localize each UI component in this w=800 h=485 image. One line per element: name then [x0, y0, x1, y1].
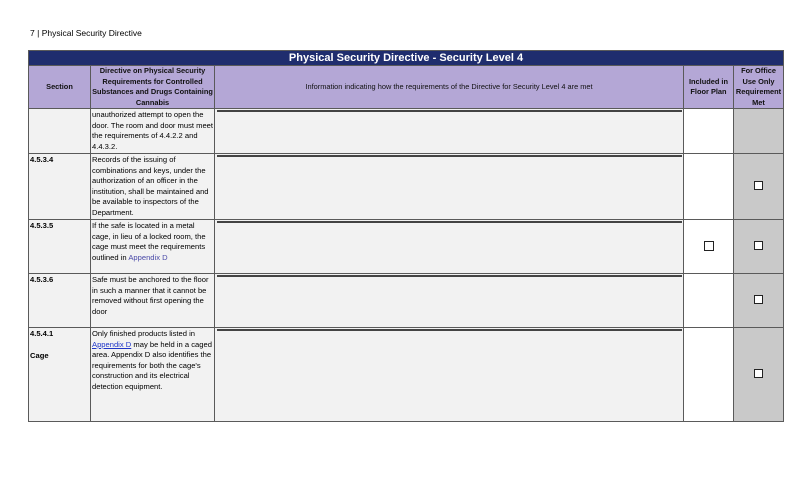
- floor-plan-cell: [684, 328, 734, 422]
- info-input-box[interactable]: [217, 221, 682, 223]
- table-row: [29, 109, 784, 154]
- info-input-box[interactable]: [217, 155, 682, 157]
- floor-plan-checkbox-icon[interactable]: [704, 241, 714, 251]
- info-cell: [215, 109, 684, 154]
- directive-cell: [91, 220, 215, 274]
- directive-cell: unauthorized attempt to open the door. The room and door must meet the requirements of 4.4.2.2 and 4.4.3.2.: [91, 109, 215, 154]
- directive-cell: Safe must be anchored to the floor in such a manner that it cannot be removed without first opening the door: [91, 274, 215, 328]
- table-row: [29, 154, 784, 220]
- requirement-met-checkbox-icon[interactable]: [754, 181, 763, 190]
- section-cell: [29, 109, 91, 154]
- requirement-met-checkbox-icon[interactable]: [754, 369, 763, 378]
- office-use-cell: [734, 154, 784, 220]
- security-requirements-table: [28, 50, 784, 422]
- directive-cell: [91, 328, 215, 422]
- requirement-met-checkbox-icon[interactable]: [754, 295, 763, 304]
- table-row: [29, 328, 784, 422]
- directive-cell: Records of the issuing of combinations and keys, under the authorization of an officer in the institution, shall be maintained and be available to inspectors of the Department.: [91, 154, 215, 220]
- requirement-met-checkbox-icon[interactable]: [754, 241, 763, 250]
- section-cell: 4.5.3.5: [29, 220, 91, 274]
- table-row: [29, 220, 784, 274]
- table-header-row: [29, 66, 784, 109]
- page-header: [30, 28, 142, 38]
- info-cell: [215, 220, 684, 274]
- header-floor-plan: Included in Floor Plan: [684, 66, 734, 109]
- section-number: 4.5.4.1: [30, 329, 54, 338]
- section-label-cage: Cage: [30, 350, 49, 360]
- header-section: Section: [29, 66, 91, 109]
- office-use-cell: [734, 328, 784, 422]
- header-separator: |: [37, 28, 40, 38]
- section-cell: 4.5.3.6: [29, 274, 91, 328]
- page-number: 7: [30, 28, 35, 38]
- office-use-cell: [734, 220, 784, 274]
- header-directive: Directive on Physical Security Requirements for Controlled Substances and Drugs Containing Cannabis: [92, 66, 213, 107]
- header-info: Information indicating how the requirements of the Directive for Security Level 4 are met: [215, 66, 684, 109]
- floor-plan-cell: [684, 109, 734, 154]
- info-input-box[interactable]: [217, 329, 682, 331]
- header-office-use: For Office Use Only Requirement Met: [734, 66, 784, 109]
- office-use-cell: [734, 274, 784, 328]
- info-cell: [215, 154, 684, 220]
- info-cell: [215, 274, 684, 328]
- floor-plan-cell: [684, 220, 734, 274]
- table-title: Physical Security Directive - Security Level 4: [29, 51, 784, 66]
- appendix-d-link[interactable]: Appendix D: [128, 252, 168, 262]
- directive-text: If the safe is located in a metal cage, in lieu of a locked room, the cage must meet the requirements outlined in: [92, 221, 206, 262]
- table-row: [29, 274, 784, 328]
- floor-plan-cell: [684, 274, 734, 328]
- directive-text: Only finished products listed in: [92, 329, 195, 338]
- floor-plan-cell: [684, 154, 734, 220]
- table-title-row: [29, 51, 784, 66]
- office-use-cell: [734, 109, 784, 154]
- header-title: Physical Security Directive: [41, 28, 142, 38]
- directive-text: may be held in a caged area. Appendix D also identifies the requirements for both the cage's construction and its electrical detection equipment.: [92, 339, 212, 391]
- section-cell: [29, 328, 91, 422]
- info-input-box[interactable]: [217, 275, 682, 277]
- info-cell: [215, 328, 684, 422]
- info-input-box[interactable]: [217, 110, 682, 112]
- appendix-d-link[interactable]: Appendix D: [92, 339, 132, 349]
- section-cell: 4.5.3.4: [29, 154, 91, 220]
